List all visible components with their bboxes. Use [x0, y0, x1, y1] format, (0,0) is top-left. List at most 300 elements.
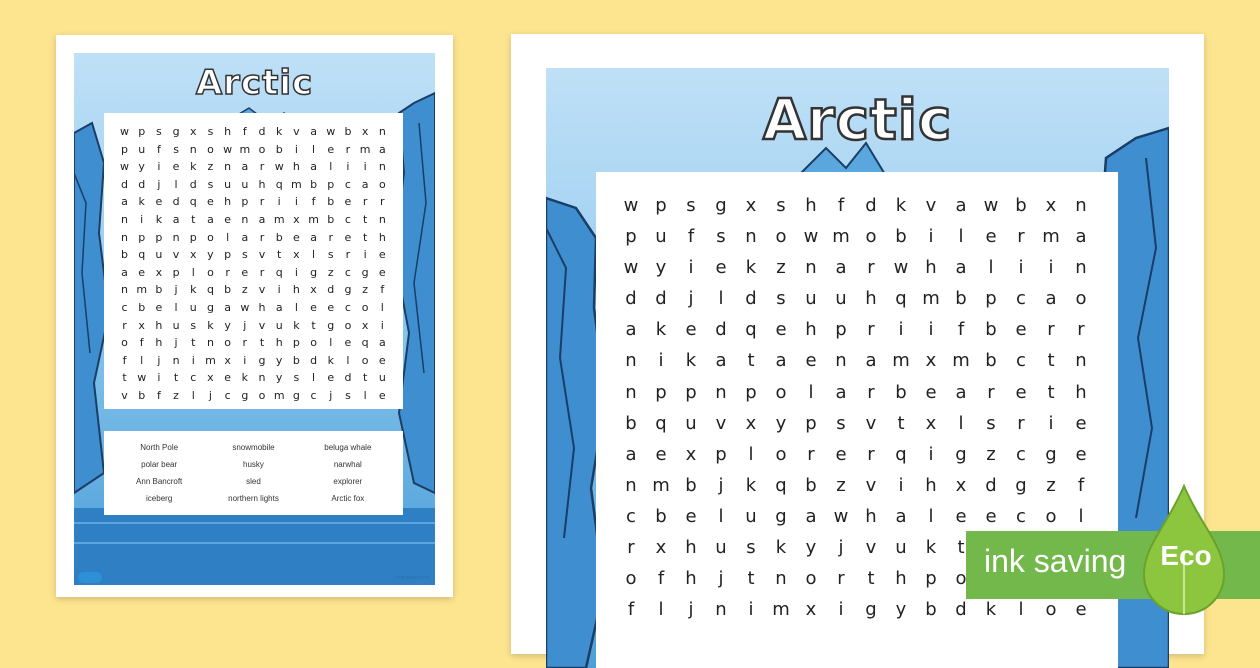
- grid-row: [116, 141, 391, 159]
- grid-letter: o: [1075, 288, 1087, 310]
- grid-letter: j: [718, 568, 724, 590]
- grid-letter: n: [189, 142, 197, 156]
- grid-letter: y: [805, 537, 817, 559]
- grid-letter: r: [345, 142, 351, 156]
- grid-letter: x: [293, 248, 300, 262]
- grid-row: [116, 334, 391, 352]
- grid-letter: b: [895, 226, 907, 248]
- grid-row: [116, 211, 391, 229]
- grid-letter: t: [362, 212, 368, 226]
- grid-letter: r: [867, 381, 875, 403]
- grid-letter: l: [174, 300, 178, 314]
- grid-letter: v: [925, 195, 937, 216]
- grid-letter: a: [378, 336, 386, 350]
- grid-letter: v: [293, 125, 300, 138]
- grid-letter: a: [241, 230, 249, 244]
- grid-letter: c: [1016, 288, 1026, 310]
- grid-letter: x: [655, 537, 667, 559]
- grid-letter: i: [898, 319, 904, 341]
- grid-letter: u: [895, 537, 907, 559]
- grid-letter: u: [745, 505, 757, 527]
- grid-letter: p: [985, 288, 997, 310]
- grid-letter: r: [807, 443, 815, 465]
- grid-letter: r: [259, 265, 265, 279]
- grid-letter: e: [805, 350, 817, 372]
- grid-letter: j: [718, 474, 724, 496]
- grid-letter: a: [865, 350, 877, 372]
- grid-letter: l: [174, 177, 178, 191]
- grid-letter: f: [837, 195, 845, 216]
- grid-letter: i: [928, 319, 934, 341]
- grid-letter: o: [625, 568, 637, 590]
- grid-letter: p: [745, 381, 757, 403]
- grid-letter: z: [836, 474, 846, 496]
- grid-letter: h: [378, 230, 386, 244]
- grid-letter: d: [715, 319, 727, 341]
- grid-letter: n: [172, 230, 180, 244]
- grid-letter: t: [191, 336, 196, 350]
- grid-letter: o: [805, 568, 817, 590]
- grid-letter: d: [189, 177, 197, 191]
- grid-letter: n: [715, 381, 727, 403]
- grid-letter: r: [1077, 319, 1085, 341]
- grid-letter: d: [655, 288, 667, 310]
- grid-letter: e: [1075, 599, 1087, 621]
- grid-letter: c: [310, 388, 317, 402]
- grid-letter: g: [955, 443, 967, 465]
- grid-letter: s: [776, 195, 786, 216]
- grid-letter: z: [1046, 474, 1056, 496]
- grid-letter: u: [378, 371, 386, 385]
- grid-letter: g: [361, 265, 369, 279]
- grid-letter: d: [344, 371, 352, 385]
- grid-letter: m: [772, 599, 790, 621]
- grid-letter: o: [1045, 505, 1057, 527]
- grid-letter: e: [155, 300, 163, 314]
- word-list-item: snowmobile: [232, 443, 275, 452]
- grid-letter: o: [775, 443, 787, 465]
- grid-letter: r: [1017, 412, 1025, 434]
- grid-letter: m: [652, 474, 670, 496]
- grid-letter: k: [775, 537, 787, 559]
- grid-letter: v: [258, 248, 266, 262]
- grid-letter: l: [140, 353, 144, 367]
- grid-letter: b: [275, 142, 283, 156]
- grid-letter: r: [867, 443, 875, 465]
- grid-letter: y: [138, 160, 145, 174]
- grid-letter: x: [745, 195, 757, 216]
- grid-letter: m: [892, 350, 910, 372]
- grid-letter: q: [745, 319, 757, 341]
- grid-letter: s: [173, 142, 179, 156]
- grid-letter: v: [865, 412, 877, 434]
- grid-letter: e: [1075, 412, 1087, 434]
- grid-letter: p: [805, 412, 817, 434]
- grid-letter: j: [243, 318, 247, 332]
- grid-letter: o: [258, 142, 266, 156]
- grid-letter: p: [121, 142, 128, 156]
- grid-letter: p: [655, 381, 667, 403]
- grid-letter: q: [275, 265, 283, 279]
- grid-letter: e: [1015, 319, 1027, 341]
- grid-letter: p: [138, 230, 146, 244]
- grid-letter: e: [378, 353, 386, 367]
- grid-letter: i: [1018, 257, 1024, 279]
- grid-letter: n: [378, 125, 386, 138]
- grid-letter: l: [294, 300, 298, 314]
- grid-letter: h: [292, 283, 300, 297]
- grid-letter: e: [344, 336, 352, 350]
- grid-letter: b: [985, 350, 997, 372]
- grid-letter: w: [120, 125, 129, 138]
- grid-letter: n: [805, 257, 817, 279]
- grid-letter: a: [241, 160, 249, 174]
- grid-letter: r: [627, 537, 635, 559]
- grid-letter: w: [893, 257, 909, 279]
- grid-letter: n: [1075, 195, 1087, 216]
- grid-row: [116, 264, 391, 282]
- grid-letter: w: [137, 371, 147, 385]
- grid-letter: e: [955, 505, 967, 527]
- grid-letter: w: [803, 226, 819, 248]
- grid-letter: i: [157, 371, 161, 385]
- grid-letter: h: [925, 474, 937, 496]
- grid-letter: e: [775, 319, 787, 341]
- grid-letter: o: [1045, 599, 1057, 621]
- grid-letter: l: [748, 443, 754, 465]
- grid-letter: x: [310, 283, 317, 297]
- grid-letter: r: [122, 318, 127, 332]
- grid-letter: p: [138, 125, 146, 138]
- grid-letter: s: [156, 125, 162, 138]
- grid-letter: u: [805, 288, 817, 310]
- grid-letter: a: [310, 125, 317, 138]
- grid-row: [116, 193, 391, 211]
- grid-letter: q: [775, 474, 787, 496]
- grid-letter: x: [805, 599, 817, 621]
- grid-letter: f: [1077, 474, 1085, 496]
- grid-letter: b: [138, 300, 146, 314]
- grid-letter: d: [172, 195, 180, 209]
- grid-letter: c: [626, 505, 636, 527]
- grid-letter: h: [685, 568, 697, 590]
- grid-letter: k: [925, 537, 937, 559]
- grid-letter: b: [985, 319, 997, 341]
- grid-letter: o: [361, 353, 369, 367]
- grid-letter: b: [344, 125, 352, 138]
- grid-letter: x: [361, 318, 369, 332]
- word-list-item: explorer: [333, 477, 363, 486]
- grid-letter: h: [1075, 381, 1087, 403]
- grid-letter: t: [897, 412, 905, 434]
- grid-letter: x: [293, 212, 300, 226]
- grid-letter: t: [1047, 350, 1055, 372]
- grid-letter: d: [625, 288, 637, 310]
- grid-letter: h: [258, 300, 266, 314]
- grid-row: [116, 176, 391, 194]
- grid-letter: c: [1016, 505, 1026, 527]
- grid-letter: v: [715, 412, 727, 434]
- grid-letter: e: [327, 371, 335, 385]
- grid-letter: b: [327, 212, 335, 226]
- grid-letter: i: [363, 160, 367, 174]
- grid-letter: x: [189, 248, 197, 262]
- grid-letter: f: [657, 568, 665, 590]
- grid-letter: t: [277, 248, 282, 262]
- grid-letter: w: [274, 160, 284, 174]
- grid-letter: k: [985, 599, 997, 621]
- grid-letter: g: [1015, 474, 1027, 496]
- grid-letter: a: [715, 350, 727, 372]
- grid-letter: m: [359, 142, 371, 156]
- grid-letter: f: [957, 319, 965, 341]
- grid-row: [616, 470, 1096, 501]
- grid-letter: t: [259, 336, 265, 350]
- grid-letter: p: [189, 230, 197, 244]
- grid-letter: n: [121, 212, 128, 226]
- grid-letter: m: [308, 212, 319, 226]
- grid-letter: n: [241, 212, 249, 226]
- grid-letter: b: [685, 474, 697, 496]
- grid-letter: k: [207, 318, 214, 332]
- grid-letter: j: [208, 388, 212, 402]
- grid-letter: r: [362, 195, 368, 209]
- grid-letter: k: [327, 353, 334, 367]
- grid-letter: e: [138, 265, 146, 279]
- grid-letter: u: [172, 318, 180, 332]
- grid-letter: n: [378, 160, 386, 174]
- grid-letter: w: [326, 125, 336, 138]
- grid-letter: n: [625, 350, 637, 372]
- word-list-item: Ann Bancroft: [136, 477, 183, 486]
- word-list-item: polar bear: [141, 460, 178, 469]
- grid-letter: e: [685, 319, 697, 341]
- grid-letter: a: [121, 265, 128, 279]
- arctic-background: [74, 53, 435, 585]
- grid-letter: p: [155, 230, 163, 244]
- grid-letter: x: [955, 474, 967, 496]
- grid-letter: e: [172, 160, 180, 174]
- grid-letter: a: [895, 505, 907, 527]
- grid-letter: f: [380, 283, 385, 297]
- word-list: [104, 431, 403, 515]
- grid-letter: i: [658, 350, 664, 372]
- grid-letter: l: [1018, 599, 1024, 621]
- grid-letter: i: [898, 474, 904, 496]
- grid-letter: f: [242, 125, 247, 138]
- grid-row: [116, 352, 391, 370]
- grid-letter: t: [362, 230, 368, 244]
- grid-letter: j: [157, 177, 161, 191]
- grid-letter: h: [224, 195, 232, 209]
- grid-letter: e: [344, 230, 352, 244]
- grid-row: [116, 369, 391, 387]
- grid-letter: a: [1045, 288, 1057, 310]
- grid-letter: e: [925, 381, 937, 403]
- grid-letter: a: [625, 443, 637, 465]
- grid-letter: u: [685, 412, 697, 434]
- grid-row: [616, 314, 1096, 345]
- grid-letter: e: [378, 248, 386, 262]
- grid-letter: o: [955, 568, 967, 590]
- grid-row: [116, 281, 391, 299]
- grid-letter: x: [224, 353, 231, 367]
- grid-letter: e: [155, 195, 163, 209]
- grid-letter: l: [1078, 505, 1084, 527]
- grid-letter: c: [224, 388, 231, 402]
- grid-letter: h: [155, 318, 163, 332]
- grid-letter: x: [207, 371, 214, 385]
- grid-letter: j: [688, 599, 694, 621]
- grid-letter: p: [224, 248, 232, 262]
- grid-letter: e: [378, 265, 386, 279]
- grid-letter: k: [685, 350, 697, 372]
- grid-letter: e: [835, 443, 847, 465]
- grid-letter: h: [805, 319, 817, 341]
- grid-letter: w: [240, 300, 250, 314]
- grid-letter: a: [121, 195, 128, 209]
- grid-letter: z: [173, 388, 179, 402]
- grid-row: [116, 246, 391, 264]
- grid-letter: v: [258, 318, 266, 332]
- grid-letter: k: [190, 283, 197, 297]
- grid-letter: i: [140, 212, 144, 226]
- grid-letter: o: [207, 265, 214, 279]
- grid-letter: s: [241, 248, 248, 262]
- grid-letter: u: [275, 318, 283, 332]
- grid-letter: n: [121, 283, 128, 297]
- grid-letter: e: [207, 195, 214, 209]
- grid-letter: h: [685, 537, 697, 559]
- grid-letter: l: [363, 388, 367, 402]
- grid-letter: i: [688, 257, 694, 279]
- grid-letter: e: [310, 300, 317, 314]
- grid-letter: a: [275, 300, 283, 314]
- grid-letter: r: [1017, 226, 1025, 248]
- grid-letter: i: [157, 160, 161, 174]
- word-list-item: narwhal: [333, 460, 362, 469]
- grid-letter: l: [380, 300, 384, 314]
- worksheet-thumbnail: [56, 35, 453, 597]
- grid-letter: t: [867, 568, 875, 590]
- grid-letter: e: [327, 142, 335, 156]
- grid-letter: n: [625, 381, 637, 403]
- grid-letter: u: [138, 142, 146, 156]
- grid-letter: a: [172, 212, 180, 226]
- grid-letter: v: [865, 474, 877, 496]
- grid-letter: a: [805, 505, 817, 527]
- grid-letter: i: [748, 599, 754, 621]
- grid-letter: d: [138, 177, 146, 191]
- grid-letter: b: [155, 283, 163, 297]
- grid-letter: h: [258, 177, 266, 191]
- grid-letter: d: [327, 283, 335, 297]
- grid-letter: a: [258, 212, 266, 226]
- grid-letter: k: [655, 319, 667, 341]
- grid-letter: i: [191, 353, 195, 367]
- grid-letter: d: [310, 353, 318, 367]
- grid-letter: x: [189, 125, 197, 138]
- grid-letter: t: [173, 371, 179, 385]
- grid-letter: q: [138, 248, 146, 262]
- grid-letter: r: [867, 257, 875, 279]
- grid-letter: q: [206, 283, 214, 297]
- grid-letter: h: [925, 257, 937, 279]
- grid-letter: b: [805, 474, 817, 496]
- grid-letter: r: [345, 248, 351, 262]
- grid-letter: i: [277, 195, 281, 209]
- grid-letter: g: [241, 388, 249, 402]
- grid-letter: l: [958, 226, 964, 248]
- grid-letter: s: [327, 248, 334, 262]
- grid-letter: z: [362, 283, 369, 297]
- grid-letter: i: [294, 142, 298, 156]
- grid-letter: x: [1045, 195, 1057, 216]
- grid-letter: p: [685, 381, 697, 403]
- grid-letter: a: [361, 177, 369, 191]
- word-list-item: sled: [246, 477, 261, 486]
- grid-letter: i: [928, 443, 934, 465]
- grid-letter: l: [988, 257, 994, 279]
- grid-letter: o: [207, 230, 214, 244]
- grid-letter: p: [327, 177, 335, 191]
- grid-letter: o: [310, 336, 317, 350]
- grid-letter: p: [835, 319, 847, 341]
- grid-letter: x: [925, 412, 937, 434]
- grid-letter: y: [775, 412, 787, 434]
- grid-row: [616, 252, 1096, 283]
- grid-letter: o: [378, 177, 386, 191]
- grid-letter: c: [344, 265, 351, 279]
- grid-letter: u: [189, 300, 197, 314]
- grid-letter: i: [294, 195, 298, 209]
- grid-letter: n: [625, 474, 637, 496]
- grid-letter: e: [985, 226, 997, 248]
- grid-letter: l: [226, 230, 230, 244]
- grid-letter: l: [928, 505, 934, 527]
- grid-letter: j: [157, 353, 161, 367]
- grid-letter: k: [745, 257, 757, 279]
- grid-letter: f: [311, 195, 316, 209]
- grid-letter: e: [685, 505, 697, 527]
- grid-letter: e: [378, 388, 386, 402]
- grid-letter: x: [155, 265, 163, 279]
- grid-letter: s: [207, 177, 214, 191]
- grid-letter: s: [836, 412, 846, 434]
- grid-letter: g: [715, 195, 727, 216]
- grid-letter: a: [625, 319, 637, 341]
- eco-label: Eco: [1160, 540, 1212, 571]
- grid-letter: k: [241, 371, 248, 385]
- grid-letter: h: [155, 336, 163, 350]
- grid-letter: b: [925, 599, 937, 621]
- grid-letter: z: [327, 265, 334, 279]
- grid-letter: f: [156, 142, 161, 156]
- grid-letter: x: [138, 318, 145, 332]
- grid-letter: r: [242, 336, 248, 350]
- grid-letter: l: [958, 412, 964, 434]
- grid-letter: l: [191, 265, 195, 279]
- grid-letter: d: [121, 177, 128, 191]
- grid-letter: r: [259, 160, 265, 174]
- grid-letter: l: [329, 336, 333, 350]
- grid-letter: h: [275, 336, 283, 350]
- grid-letter: e: [715, 257, 727, 279]
- grid-letter: d: [865, 195, 877, 216]
- twinkl-logo: [78, 572, 102, 583]
- grid-letter: f: [627, 599, 635, 621]
- grid-letter: j: [174, 283, 178, 297]
